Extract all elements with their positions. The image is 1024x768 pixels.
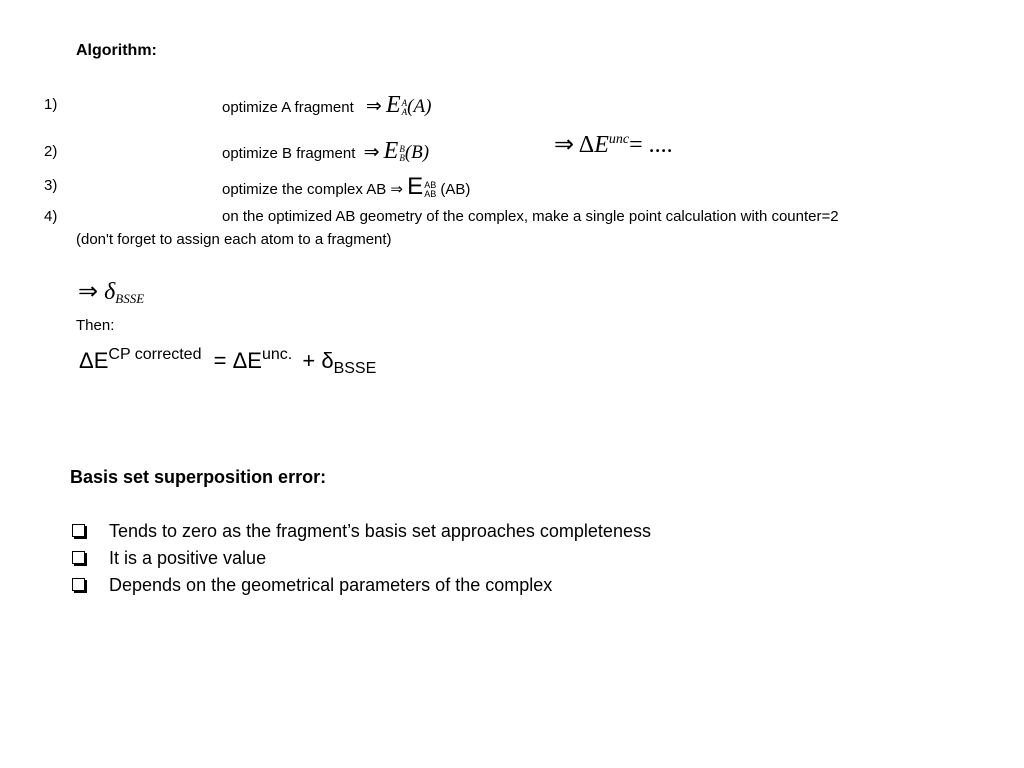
checkbox-bullet-icon	[72, 578, 85, 591]
step-3-line	[222, 173, 470, 201]
energy-indices: B B	[399, 144, 405, 164]
plus-sign: +	[302, 348, 316, 373]
bsse-result	[78, 277, 144, 307]
energy-indices: A A	[401, 98, 408, 118]
uncorrected-energy-result	[554, 130, 673, 159]
energy-argument: (B)	[404, 142, 430, 163]
step-number-4: 4)	[44, 208, 58, 225]
step-1-line	[222, 92, 431, 119]
delta-symbol: Δ	[578, 132, 595, 158]
step-4-continuation: (don't forget to assign each atom to a fragment)	[76, 231, 392, 248]
step-4-text: on the optimized AB geometry of the complex, make a single point calculation with counter=2	[222, 208, 839, 225]
energy-symbol: E	[383, 138, 399, 164]
step-1-text: optimize A fragment	[222, 99, 354, 116]
energy-symbol: E	[594, 132, 609, 158]
energy-symbol: E	[93, 348, 109, 373]
energy-symbol: E	[247, 348, 262, 373]
delta-symbol: Δ	[232, 348, 248, 373]
step-3-text: optimize the complex AB	[222, 181, 387, 198]
implies-arrow: ⇒	[365, 96, 382, 117]
energy-symbol: E	[407, 173, 424, 200]
energy-indices: AB AB	[424, 180, 437, 200]
checkbox-bullet-icon	[72, 524, 85, 537]
bullet-item-1: Tends to zero as the fragment’s basis set approaches completeness	[109, 521, 651, 541]
implies-arrow: ⇒	[554, 132, 575, 158]
energy-argument: (AB)	[440, 181, 471, 198]
checkbox-bullet-icon	[72, 551, 85, 564]
delta-symbol: δ	[104, 279, 116, 305]
algorithm-heading: Algorithm:	[76, 42, 157, 59]
bullet-item-3: Depends on the geometrical parameters of the complex	[109, 575, 553, 595]
bsse-subscript: BSSE	[115, 291, 145, 306]
equals-sign: =	[213, 348, 227, 373]
step-number-2: 2)	[44, 143, 58, 160]
implies-arrow: ⇒	[390, 181, 403, 198]
unc-superscript: unc.	[261, 346, 293, 363]
bullet-item-2: It is a positive value	[109, 548, 267, 568]
step-number-3: 3)	[44, 177, 58, 194]
energy-symbol: E	[386, 92, 401, 118]
implies-arrow: ⇒	[363, 142, 380, 163]
delta-symbol: Δ	[79, 348, 94, 373]
bsse-section-title: Basis set superposition error:	[70, 467, 327, 487]
step-number-1: 1)	[44, 96, 58, 113]
cp-corrected-formula	[79, 346, 376, 378]
step-2-text: optimize B fragment	[222, 145, 356, 162]
energy-argument: (A)	[407, 96, 432, 117]
delta-symbol: δ	[321, 348, 334, 373]
step-2-line	[222, 138, 429, 165]
unc-superscript: unc	[608, 132, 630, 147]
cp-corrected-superscript: CP corrected	[108, 346, 202, 363]
equals-dots: = ....	[629, 132, 673, 158]
then-label: Then:	[76, 317, 115, 334]
bsse-subscript: BSSE	[333, 360, 377, 377]
implies-arrow: ⇒	[78, 279, 99, 305]
